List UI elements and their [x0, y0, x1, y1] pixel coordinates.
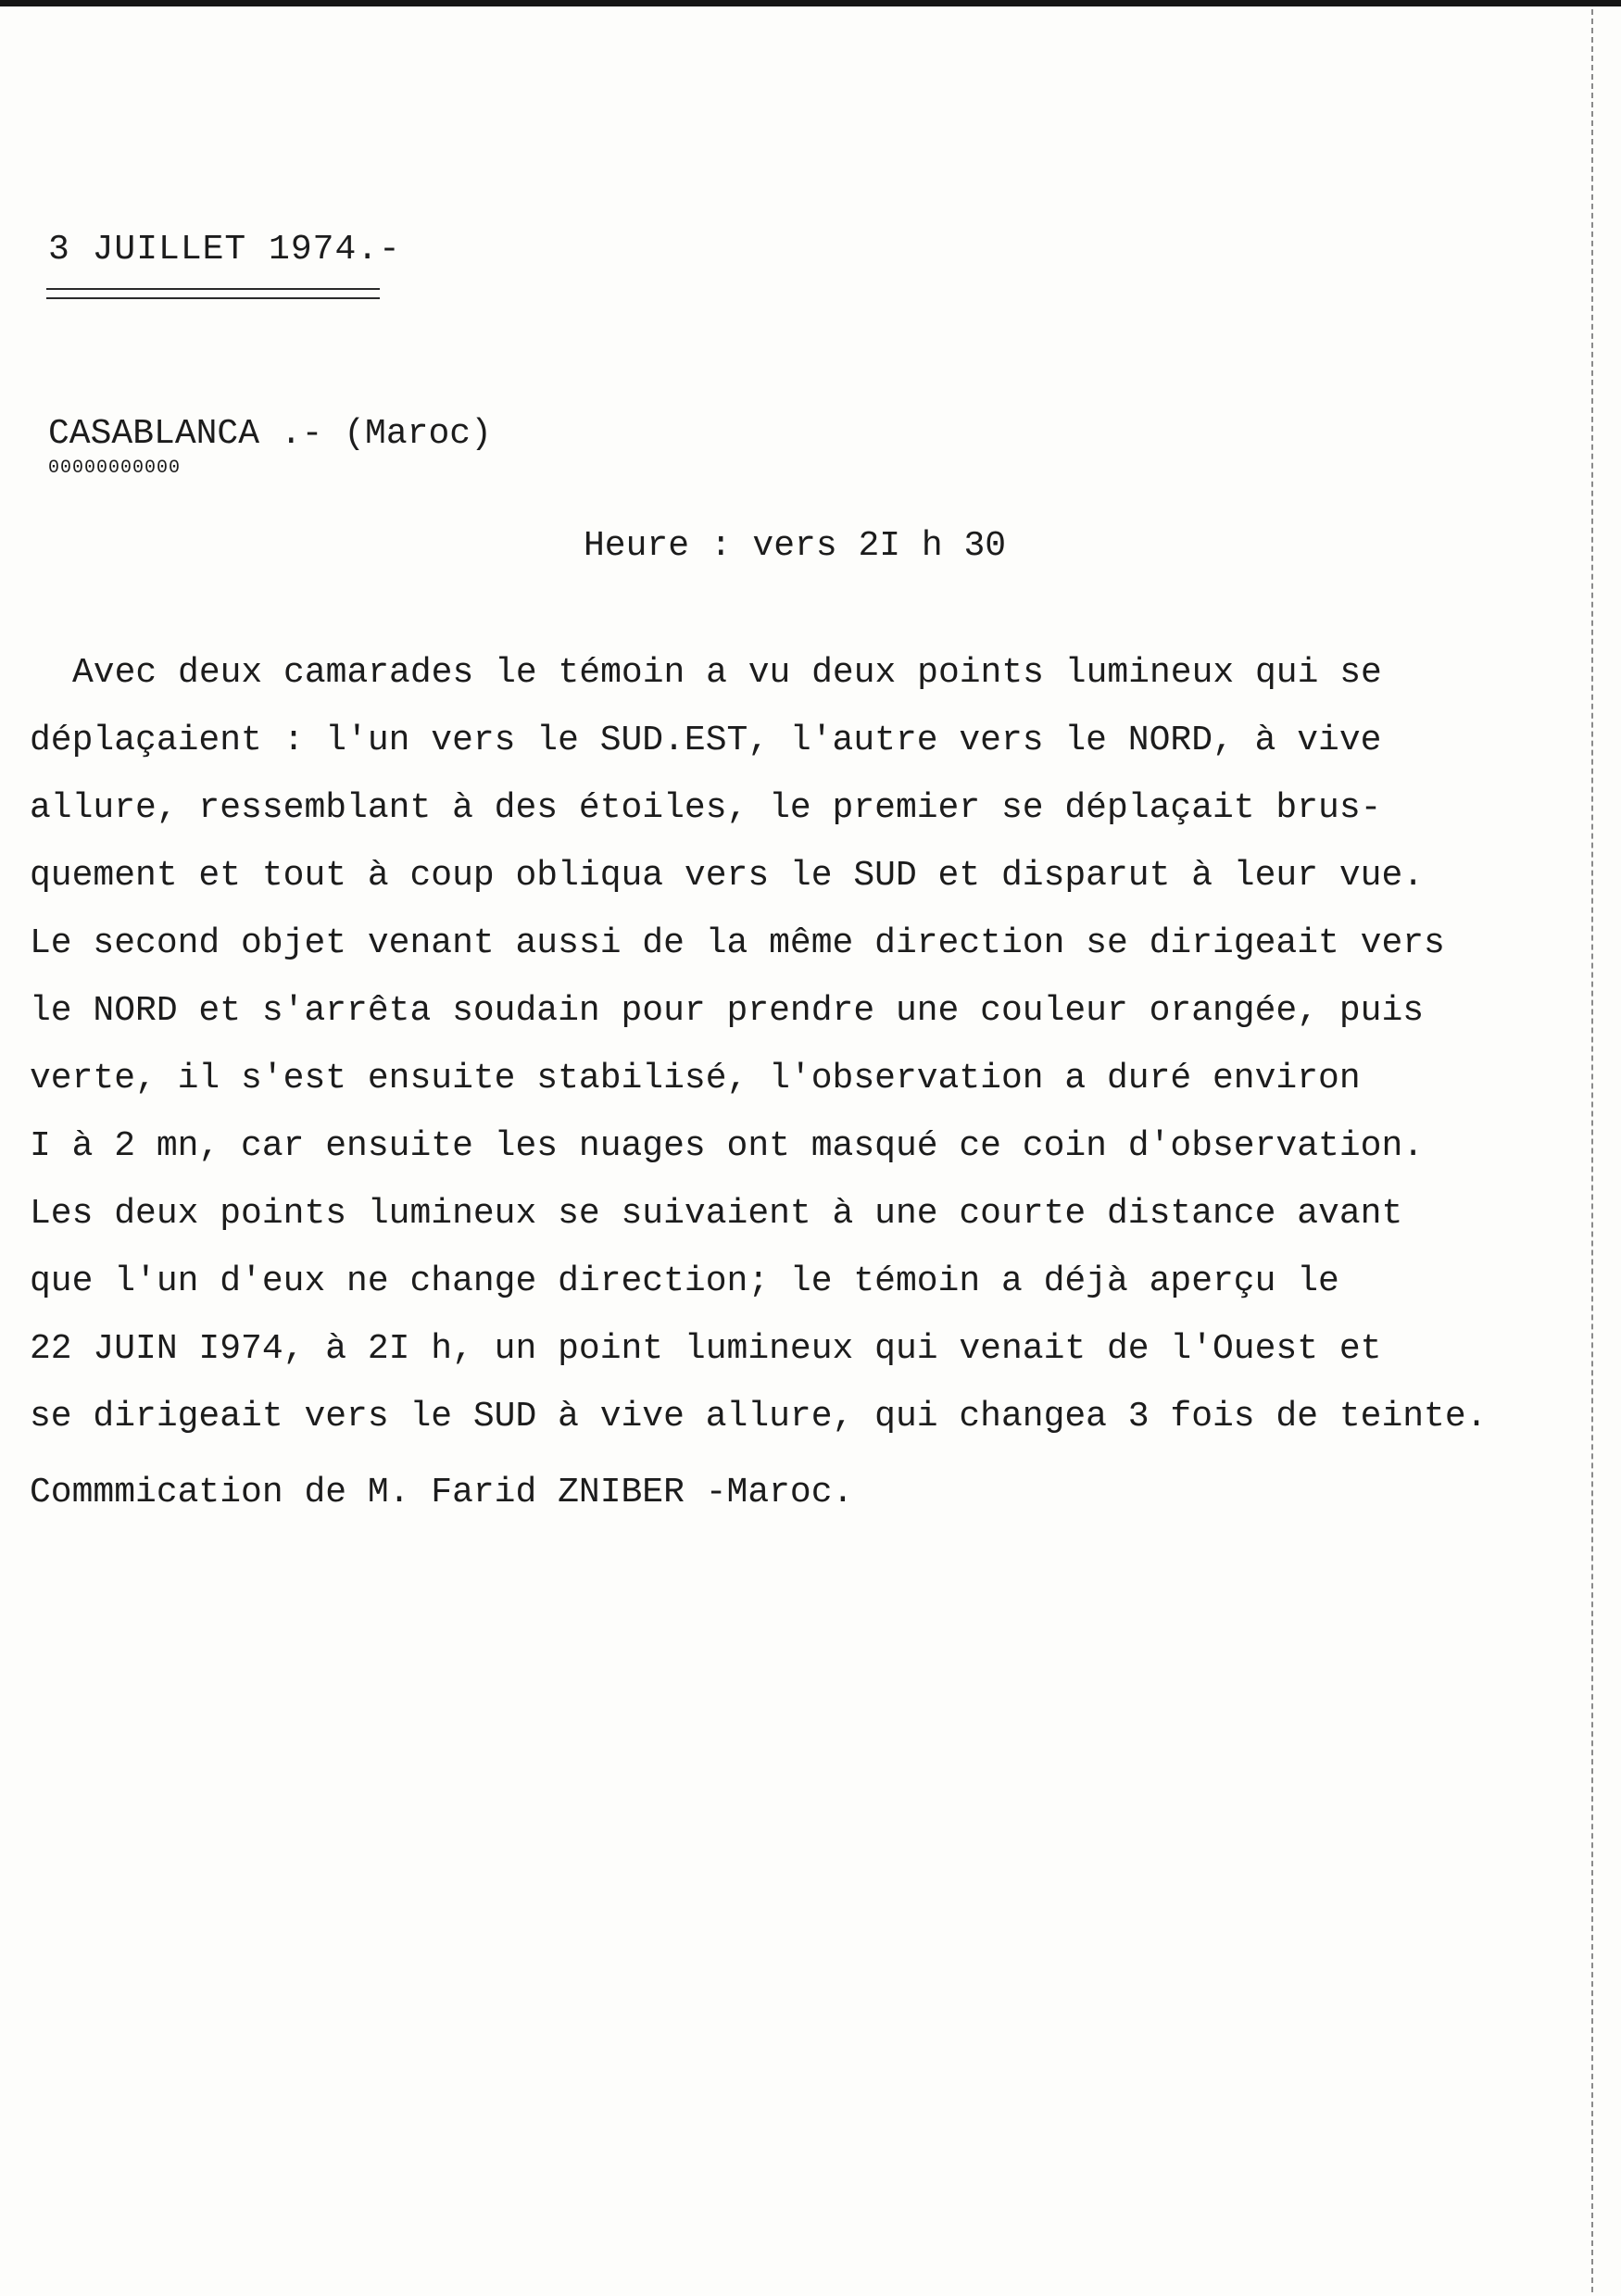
communication-credit: Commmication de M. Farid ZNIBER -Maroc.: [30, 1473, 854, 1512]
body-line: I à 2 mn, car ensuite les nuages ont masqué ce coin d'observation.: [30, 1126, 1425, 1166]
body-line: quement et tout à coup obliqua vers le SUD et disparut à leur vue.: [30, 856, 1425, 896]
body-line: 22 JUIN I974, à 2I h, un point lumineux qui venait de l'Ouest et: [30, 1329, 1382, 1369]
right-margin-line: [1591, 9, 1593, 2292]
body-line: Avec deux camarades le témoin a vu deux points lumineux qui se: [72, 653, 1382, 693]
top-border: [0, 0, 1621, 6]
body-line: Le second objet venant aussi de la même direction se dirigeait vers: [30, 923, 1445, 963]
body-line: que l'un d'eux ne change direction; le témoin a déjà aperçu le: [30, 1261, 1339, 1301]
observation-hour: Heure : vers 2I h 30: [584, 526, 1007, 566]
body-line: se dirigeait vers le SUD à vive allure, qui changea 3 fois de teinte.: [30, 1397, 1488, 1437]
location-underline-marks: 00000000000: [48, 458, 182, 479]
report-date: 3 JUILLET 1974.-: [48, 230, 401, 270]
location-heading: CASABLANCA .- (Maroc): [48, 414, 492, 454]
report-body: [30, 639, 1567, 1450]
body-line: Les deux points lumineux se suivaient à une courte distance avant: [30, 1194, 1403, 1234]
body-line: déplaçaient : l'un vers le SUD.EST, l'autre vers le NORD, à vive: [30, 721, 1382, 760]
body-line: le NORD et s'arrêta soudain pour prendre une couleur orangée, puis: [30, 991, 1425, 1031]
date-underline-second: [46, 297, 380, 299]
date-underline: [46, 288, 380, 290]
body-line: allure, ressemblant à des étoiles, le premier se déplaçait brus-: [30, 788, 1382, 828]
body-line: verte, il s'est ensuite stabilisé, l'observation a duré environ: [30, 1059, 1361, 1098]
